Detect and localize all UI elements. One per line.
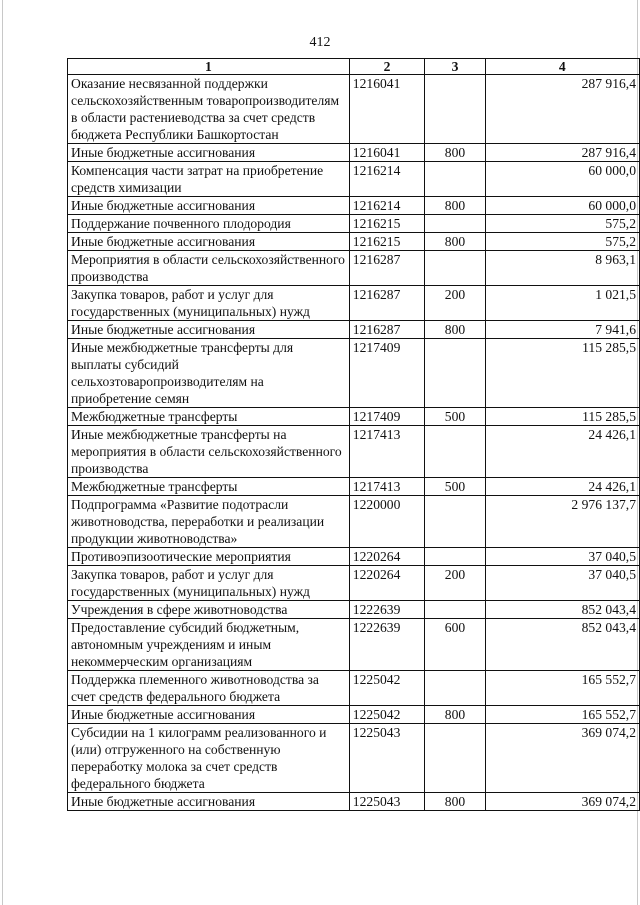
row-amount: 165 552,7 [485,706,639,724]
row-amount: 37 040,5 [485,548,639,566]
row-amount: 24 426,1 [485,478,639,496]
row-code: 1220000 [349,496,425,548]
table-row [68,601,640,619]
row-type [425,75,485,144]
row-type [425,162,485,197]
row-type [425,601,485,619]
header-col-4: 4 [485,59,639,75]
table-row [68,162,640,197]
row-amount: 115 285,5 [485,408,639,426]
table-row [68,706,640,724]
header-col-1: 1 [68,59,350,75]
row-amount: 575,2 [485,233,639,251]
scan-edge-left [2,0,3,905]
row-amount: 287 916,4 [485,144,639,162]
table-row [68,793,640,811]
row-type [425,724,485,793]
row-name: Иные бюджетные ассигнования [68,197,350,215]
row-amount: 165 552,7 [485,671,639,706]
table-row [68,233,640,251]
row-code: 1217409 [349,339,425,408]
row-name: Иные бюджетные ассигнования [68,321,350,339]
row-amount: 575,2 [485,215,639,233]
row-type: 200 [425,286,485,321]
row-name: Межбюджетные трансферты [68,478,350,496]
row-amount: 115 285,5 [485,339,639,408]
row-name: Иные бюджетные ассигнования [68,706,350,724]
row-code: 1220264 [349,548,425,566]
row-amount: 852 043,4 [485,619,639,671]
row-code: 1222639 [349,619,425,671]
row-code: 1216215 [349,215,425,233]
row-amount: 60 000,0 [485,162,639,197]
row-type: 800 [425,793,485,811]
table-row [68,339,640,408]
table-row [68,566,640,601]
row-code: 1217413 [349,478,425,496]
row-name: Субсидии на 1 килограмм реализованного и (или) отгруженного на собственную переработку молока за счет средств федерального бюджета [68,724,350,793]
row-code: 1216287 [349,251,425,286]
header-col-3: 3 [425,59,485,75]
row-type [425,251,485,286]
row-code: 1216215 [349,233,425,251]
row-amount: 8 963,1 [485,251,639,286]
table-row [68,496,640,548]
row-code: 1216287 [349,321,425,339]
table-row [68,251,640,286]
row-type: 500 [425,478,485,496]
row-name: Поддержка племенного животноводства за счет средств федерального бюджета [68,671,350,706]
row-name: Учреждения в сфере животноводства [68,601,350,619]
row-code: 1225043 [349,724,425,793]
row-name: Закупка товаров, работ и услуг для государственных (муниципальных) нужд [68,566,350,601]
row-name: Межбюджетные трансферты [68,408,350,426]
row-code: 1225042 [349,706,425,724]
row-amount: 7 941,6 [485,321,639,339]
row-type: 800 [425,144,485,162]
row-code: 1216214 [349,197,425,215]
row-name: Компенсация части затрат на приобретение средств химизации [68,162,350,197]
row-code: 1216214 [349,162,425,197]
table-row [68,75,640,144]
row-amount: 287 916,4 [485,75,639,144]
table-row [68,426,640,478]
row-name: Предоставление субсидий бюджетным, автономным учреждениям и иным некоммерческим организациям [68,619,350,671]
row-code: 1225042 [349,671,425,706]
row-amount: 37 040,5 [485,566,639,601]
table-row [68,671,640,706]
row-amount: 1 021,5 [485,286,639,321]
row-name: Оказание несвязанной поддержки сельскохозяйственным товаропроизводителям в области растениеводства за счет средств бюджета Республики Башкортостан [68,75,350,144]
row-name: Закупка товаров, работ и услуг для государственных (муниципальных) нужд [68,286,350,321]
table-row [68,321,640,339]
row-type [425,339,485,408]
row-code: 1217413 [349,426,425,478]
row-name: Подпрограмма «Развитие подотрасли животноводства, переработки и реализации продукции животноводства» [68,496,350,548]
table-row [68,478,640,496]
table-row [68,286,640,321]
row-code: 1216287 [349,286,425,321]
row-name: Противоэпизоотические мероприятия [68,548,350,566]
table-row [68,548,640,566]
row-amount: 24 426,1 [485,426,639,478]
row-code: 1216041 [349,144,425,162]
row-name: Поддержание почвенного плодородия [68,215,350,233]
row-type [425,426,485,478]
row-name: Мероприятия в области сельскохозяйственного производства [68,251,350,286]
row-type [425,215,485,233]
row-amount: 2 976 137,7 [485,496,639,548]
row-amount: 369 074,2 [485,793,639,811]
row-name: Иные межбюджетные трансферты для выплаты субсидий сельхозтоваропроизводителям на приобретение семян [68,339,350,408]
row-code: 1216041 [349,75,425,144]
row-type: 200 [425,566,485,601]
row-type: 800 [425,321,485,339]
row-type: 500 [425,408,485,426]
row-type [425,496,485,548]
table-row [68,619,640,671]
table-row [68,197,640,215]
row-type [425,671,485,706]
table-row [68,144,640,162]
row-type: 800 [425,706,485,724]
row-code: 1225043 [349,793,425,811]
table-row [68,724,640,793]
row-code: 1217409 [349,408,425,426]
row-type: 800 [425,233,485,251]
row-amount: 369 074,2 [485,724,639,793]
row-amount: 852 043,4 [485,601,639,619]
row-type [425,548,485,566]
table-row [68,215,640,233]
row-code: 1222639 [349,601,425,619]
page-number: 412 [309,35,331,50]
row-code: 1220264 [349,566,425,601]
row-amount: 60 000,0 [485,197,639,215]
row-name: Иные бюджетные ассигнования [68,233,350,251]
table-row [68,408,640,426]
row-type: 800 [425,197,485,215]
header-col-2: 2 [349,59,425,75]
row-type: 600 [425,619,485,671]
row-name: Иные межбюджетные трансферты на мероприятия в области сельскохозяйственного производства [68,426,350,478]
row-name: Иные бюджетные ассигнования [68,793,350,811]
table-header-row [68,59,640,75]
row-name: Иные бюджетные ассигнования [68,144,350,162]
budget-table [67,58,640,811]
